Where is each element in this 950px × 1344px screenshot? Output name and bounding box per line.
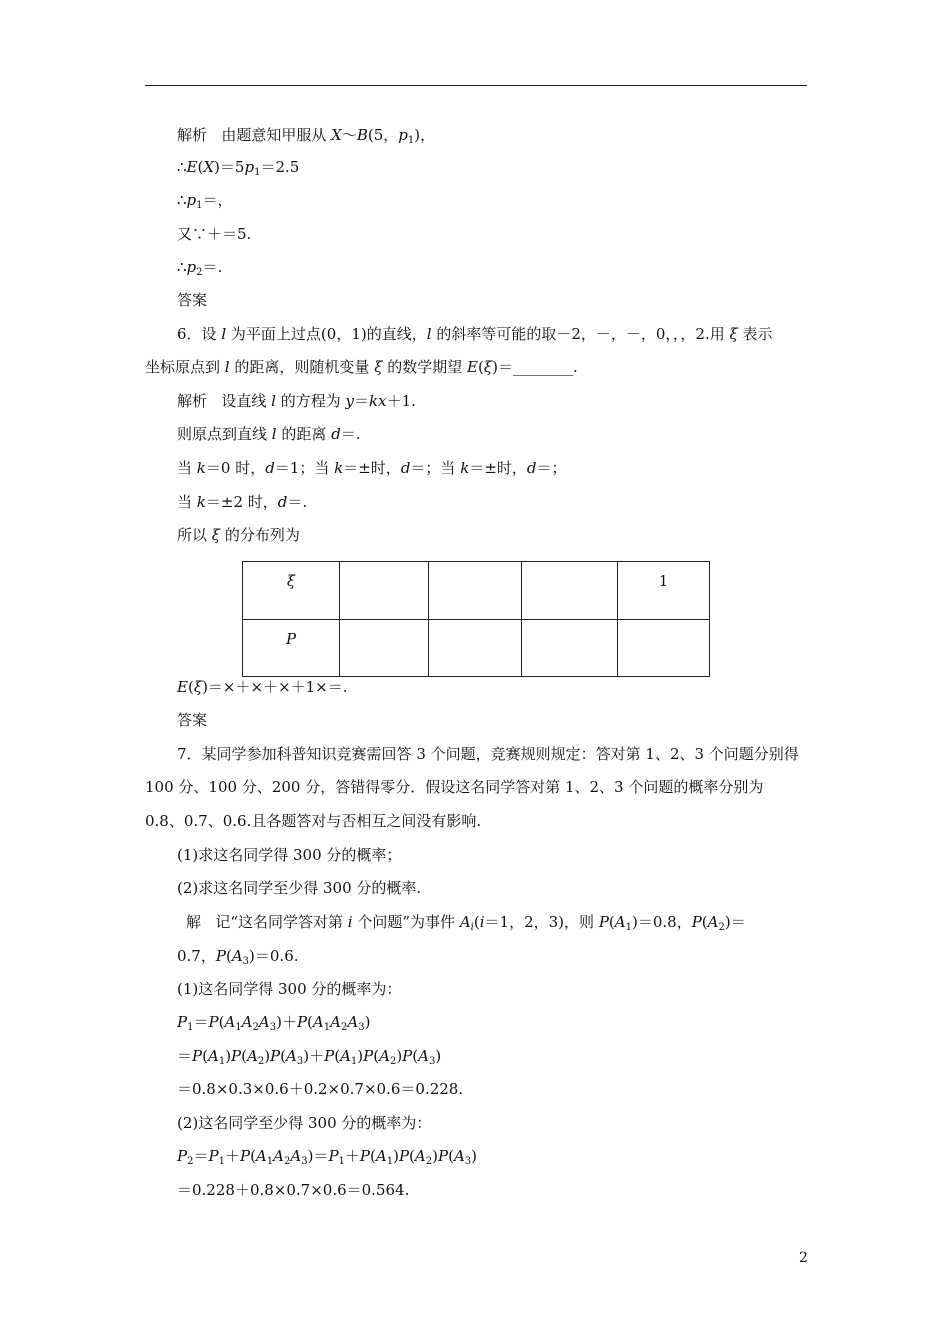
table-cell [340, 562, 429, 620]
distribution-table [242, 561, 710, 677]
q7-question-line2: 100 分、100 分、200 分，答错得零分．假设这名同学答对第 1、2、3 个问题的概率分别为 [145, 778, 764, 796]
q7-question-line3: 0.8、0.7、0.6.且各题答对与否相互之间没有影响. [145, 812, 482, 830]
table-row [243, 562, 710, 620]
q7-equation-5: ＝0.228＋0.8×0.7×0.6＝0.564. [177, 1181, 410, 1199]
q5-solution-line4: 又∵＋＝5. [177, 225, 252, 243]
q6-solution-line5: 所以 ξ 的分布列为 [177, 526, 300, 544]
q7-equation-2: $=P(A_1)P(A_2)P(A_3)+P(A_1)P(A_2)P(A_3)$ [177, 1047, 442, 1067]
table-cell [522, 619, 618, 677]
q6-answer-label: 答案 [177, 711, 208, 729]
table-cell [340, 619, 429, 677]
q7-equation-1: $P_1=P(A_1A_2A_3)+P(A_1A_2A_3)$ [177, 1013, 371, 1033]
table-cell: 1 [618, 562, 710, 620]
table-cell [429, 619, 522, 677]
q7-question-line1: 7．某同学参加科普知识竞赛需回答 3 个问题，竞赛规则规定：答对第 1、2、3 个问题分别得 [177, 745, 799, 763]
q7-subquestion-1: (1)求这名同学得 300 分的概率； [177, 846, 402, 864]
header-rule [145, 85, 807, 86]
q7-equation-3: ＝0.8×0.3×0.6＋0.2×0.7×0.6＝0.228. [177, 1080, 464, 1098]
q5-solution-line3: $\therefore p_1=$， [177, 191, 233, 211]
q7-solution-part1-title: (1)这名同学得 300 分的概率为： [177, 980, 402, 998]
q6-solution-line4: 当 k＝±2 时，d＝. [177, 493, 308, 511]
q5-solution-line5: $\therefore p_2=$. [177, 258, 223, 278]
table-cell [429, 562, 522, 620]
q5-answer-label: 答案 [177, 291, 208, 309]
q6-question-line1: 6．设 l 为平面上过点(0，1)的直线，l 的斜率等可能的取－2，－，－，0，，，2.用 ξ 表示 [177, 325, 773, 343]
table-cell: ξ [243, 562, 340, 620]
q6-solution-line3: 当 k＝0 时，d＝1；当 k＝±时，d＝；当 k＝±时，d＝； [177, 459, 567, 477]
page-number: 2 [799, 1250, 808, 1266]
q7-equation-4: $P_2=P_1+P(A_1A_2A_3)=P_1+P(A_1)P(A_2)P(A_3)$ [177, 1147, 478, 1167]
table-cell [522, 562, 618, 620]
q7-subquestion-2: (2)求这名同学至少得 300 分的概率. [177, 879, 422, 897]
q7-solution-line1: 解 记“这名同学答对第 i 个问题”为事件 $A_i(i=1$，2，3)，则 $P(A_1)=0.8$，$P(A_2)=$ [186, 913, 746, 933]
q5-solution-line1: 解析 由题意知甲服从 X～B(5，$p_1$)， [177, 126, 436, 146]
q7-solution-line2: 0.7，$P(A_3)=0.6$. [177, 947, 299, 967]
q6-question-line2: 坐标原点到 l 的距离，则随机变量 ξ 的数学期望 E(ξ)＝________. [145, 358, 578, 376]
q7-solution-part2-title: (2)这名同学至少得 300 分的概率为： [177, 1114, 432, 1132]
table-cell [618, 619, 710, 677]
table-cell: P [243, 619, 340, 677]
q5-solution-line2: $\therefore E(X)=5p_1=2.5$ [177, 158, 300, 178]
q6-expectation: E(ξ)＝×＋×＋×＋1×＝. [177, 678, 348, 696]
table-row [243, 619, 710, 677]
q6-solution-line1: 解析 设直线 l 的方程为 y＝kx＋1. [177, 392, 416, 410]
q6-solution-line2: 则原点到直线 l 的距离 d＝. [177, 425, 361, 443]
